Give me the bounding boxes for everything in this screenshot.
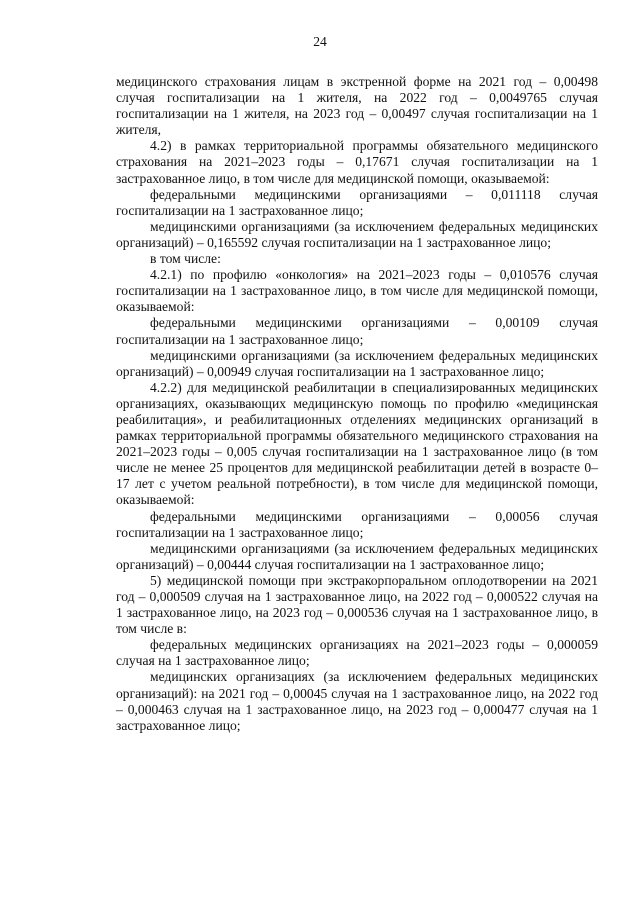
paragraph: медицинских организациях (за исключением федеральных медицинских организаций): на 2021 год – 0,00045 случая на 1 застрахованное лицо, на 2022 год – 0,000463 случая на 1 застрахованное лицо, на 2023 год – 0,000477 случая на 1 застрахованное лицо;: [116, 669, 598, 733]
paragraph: медицинскими организациями (за исключением федеральных медицинских организаций) – 0,00949 случая госпитализации на 1 застрахованное лицо;: [116, 347, 598, 379]
paragraph: 4.2.1) по профилю «онкология» на 2021–2023 годы – 0,010576 случая госпитализации на 1 застрахованное лицо, в том числе для медицинской помощи, оказываемой:: [116, 267, 598, 315]
document-body: [116, 74, 598, 734]
paragraph: медицинскими организациями (за исключением федеральных медицинских организаций) – 0,00444 случая госпитализации на 1 застрахованное лицо;: [116, 540, 598, 572]
paragraph: федеральными медицинскими организациями – 0,00109 случая госпитализации на 1 застрахованное лицо;: [116, 315, 598, 347]
paragraph: медицинскими организациями (за исключением федеральных медицинских организаций) – 0,165592 случая госпитализации на 1 застрахованное лицо;: [116, 218, 598, 250]
paragraph: федеральных медицинских организациях на 2021–2023 годы – 0,000059 случая на 1 застрахованное лицо;: [116, 637, 598, 669]
paragraph: в том числе:: [150, 251, 221, 267]
paragraph: медицинского страхования лицам в экстренной форме на 2021 год – 0,00498 случая госпитализации на 1 жителя, на 2022 год – 0,0049765 случая госпитализации на 1 жителя, на 2023 год – 0,00497 случая госпитализации на 1 жителя,: [116, 74, 598, 138]
paragraph: федеральными медицинскими организациями – 0,00056 случая госпитализации на 1 застрахованное лицо;: [116, 508, 598, 540]
page-number: 24: [313, 34, 327, 49]
paragraph: 4.2) в рамках территориальной программы обязательного медицинского страхования на 2021–2023 годы – 0,17671 случая госпитализации на 1 застрахованное лицо, в том числе для медицинской помощи, оказываемой:: [116, 138, 598, 186]
paragraph: федеральными медицинскими организациями – 0,011118 случая госпитализации на 1 застрахованное лицо;: [116, 186, 598, 218]
paragraph: 5) медицинской помощи при экстракорпоральном оплодотворении на 2021 год – 0,000509 случая на 1 застрахованное лицо, на 2022 год – 0,000522 случая на 1 застрахованное лицо, на 2023 год – 0,000536 случая на 1 застрахованное лицо, в том числе в:: [116, 572, 598, 637]
paragraph: 4.2.2) для медицинской реабилитации в специализированных медицинских организациях, оказывающих медицинскую помощь по профилю «медицинская реабилитация», и реабилитационных отделениях медицинских организаций в рамках территориальной программы обязательного медицинского страхования на 2021–2023 годы – 0,005 случая госпитализации на 1 застрахованное лицо (в том числе не менее 25 процентов для медицинской реабилитации детей в возрасте 0–17 лет с учетом реальной потребности), в том числе для медицинской помощи, оказываемой:: [116, 379, 598, 508]
